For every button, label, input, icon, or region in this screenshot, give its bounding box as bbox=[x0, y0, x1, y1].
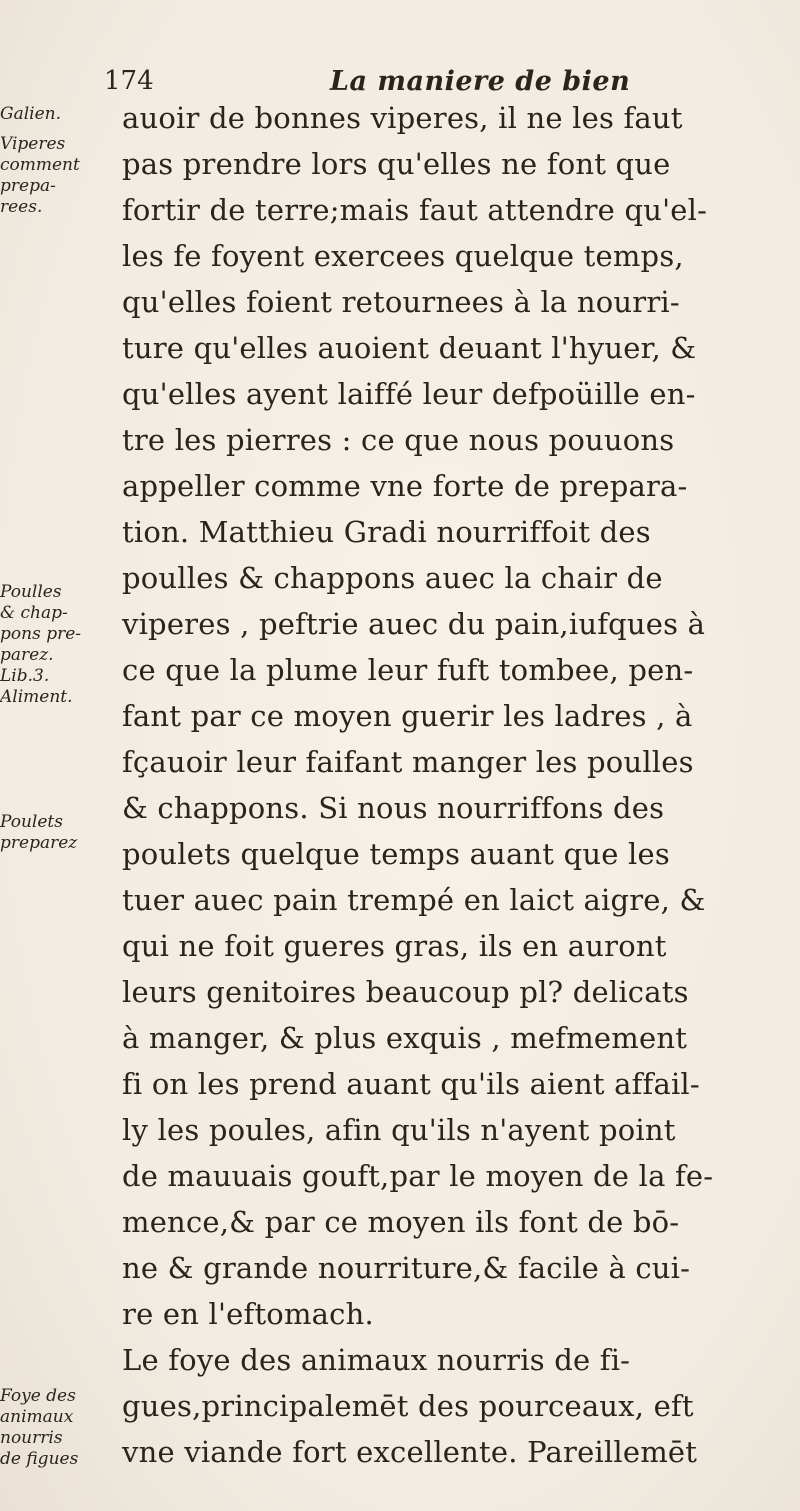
text-line: mence,& par ce moyen ils font de bō- bbox=[122, 1205, 680, 1239]
text-line: à manger, & plus exquis , mefmement bbox=[122, 1021, 688, 1055]
text-line: qui ne foit gueres gras, ils en auront bbox=[122, 929, 667, 963]
text-line: les fe foyent exercees quelque temps, bbox=[122, 239, 684, 273]
margin-note-poulets: Poulets preparez bbox=[0, 812, 78, 853]
text-line: ne & grande nourriture,& facile à cui- bbox=[122, 1251, 691, 1285]
text-line: fi on les prend auant qu'ils aient affail- bbox=[122, 1067, 700, 1101]
text-line: poulles & chappons auec la chair de bbox=[122, 561, 663, 595]
text-line: ly les poules, afin qu'ils n'ayent point bbox=[122, 1113, 676, 1147]
margin-note-viperes: Viperes comment prepa- rees. bbox=[0, 134, 80, 217]
text-line: Le foye des animaux nourris de fi- bbox=[122, 1343, 631, 1377]
text-line: ture qu'elles auoient deuant l'hyuer, & bbox=[122, 331, 697, 365]
text-line: auoir de bonnes viperes, il ne les faut bbox=[122, 101, 683, 135]
text-line: qu'elles ayent laiffé leur defpoüille en- bbox=[122, 377, 696, 411]
page-header bbox=[104, 66, 664, 106]
text-line: pas prendre lors qu'elles ne font que bbox=[122, 147, 671, 181]
text-line: appeller comme vne forte de prepara- bbox=[122, 469, 688, 503]
text-line: leurs genitoires beaucoup pl? delicats bbox=[122, 975, 689, 1009]
margin-note-foye: Foye des animaux nourris de figues bbox=[0, 1386, 79, 1469]
text-line: fortir de terre;mais faut attendre qu'el- bbox=[122, 193, 708, 227]
text-line: fant par ce moyen guerir les ladres , à bbox=[122, 699, 693, 733]
text-line: viperes , peftrie auec du pain,iufques à bbox=[122, 607, 706, 641]
text-line: de mauuais gouft,par le moyen de la fe- bbox=[122, 1159, 714, 1193]
text-line: tion. Matthieu Gradi nourriffoit des bbox=[122, 515, 651, 549]
text-line: & chappons. Si nous nourriffons des bbox=[122, 791, 665, 825]
text-line: ce que la plume leur fuft tombee, pen- bbox=[122, 653, 694, 687]
margin-note-galien: Galien. bbox=[0, 104, 62, 124]
margin-note-poulles: Poulles & chap- pons pre- parez. Lib.3. Aliment. bbox=[0, 582, 82, 707]
text-line: tre les pierres : ce que nous pouuons bbox=[122, 423, 675, 457]
page-number: 174 bbox=[104, 66, 154, 96]
text-line: fçauoir leur faifant manger les poulles bbox=[122, 745, 694, 779]
running-head: La maniere de bien bbox=[330, 66, 631, 97]
text-line: qu'elles foient retournees à la nourri- bbox=[122, 285, 680, 319]
text-line: gues,principalemēt des pourceaux, eft bbox=[122, 1389, 694, 1423]
text-line: poulets quelque temps auant que les bbox=[122, 837, 670, 871]
text-line: tuer auec pain trempé en laict aigre, & bbox=[122, 883, 706, 917]
text-line: vne viande fort excellente. Pareillemēt bbox=[122, 1435, 698, 1469]
text-line: re en l'eftomach. bbox=[122, 1297, 374, 1331]
